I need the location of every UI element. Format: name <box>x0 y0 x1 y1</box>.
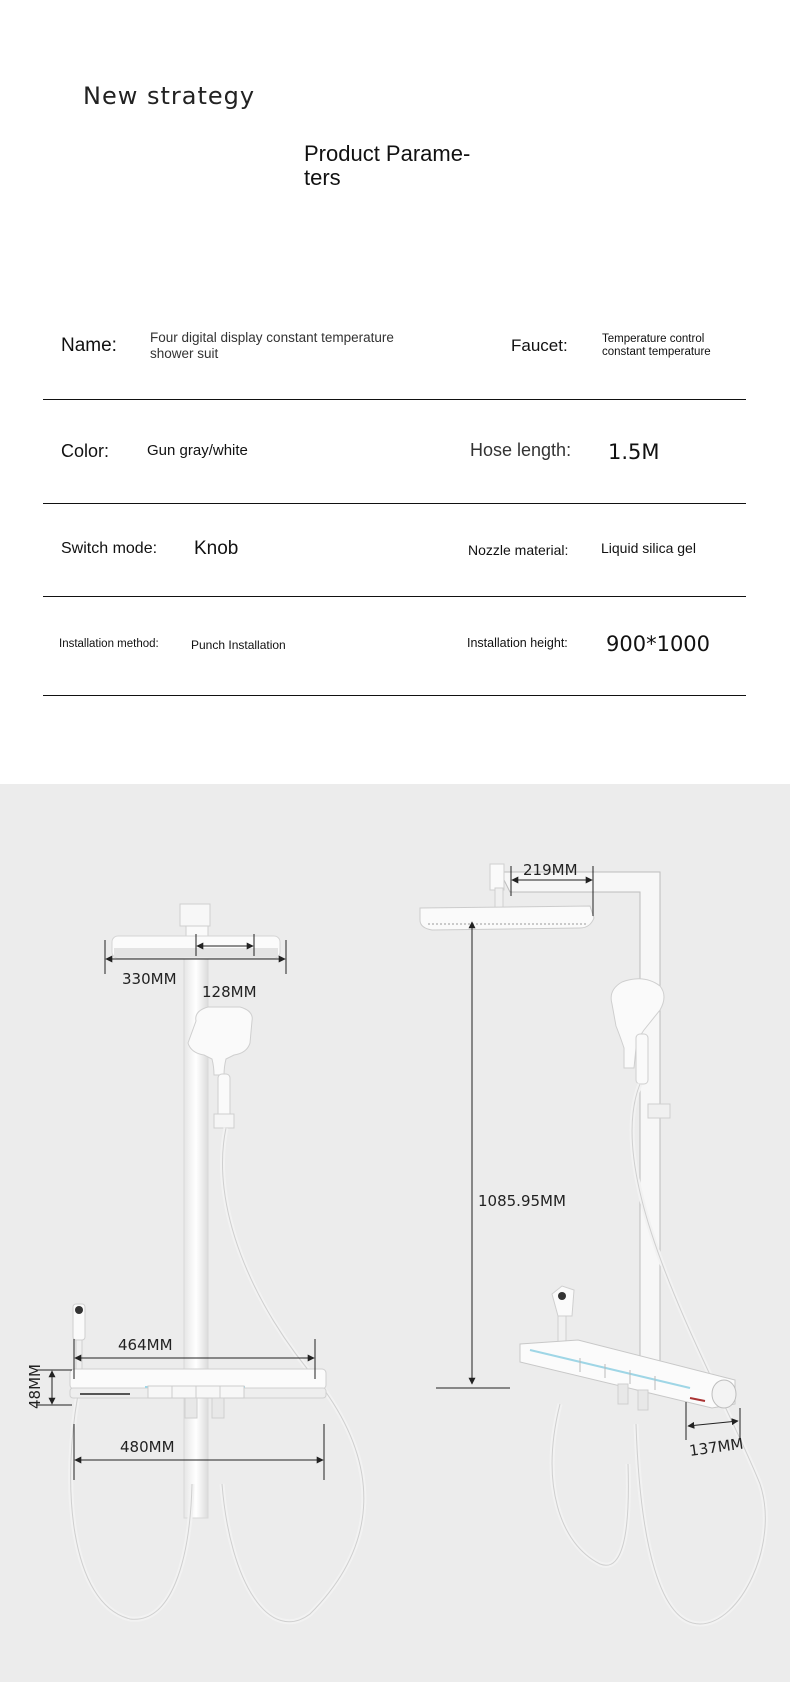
switch-mode-label: Switch mode: <box>61 540 158 557</box>
dim-shelf-outer-width: 480MM <box>120 1438 175 1456</box>
switch-mode-value: Knob <box>194 538 239 559</box>
page-title-line-1: Product Parame- <box>304 141 471 166</box>
front-view-shower <box>70 904 364 1622</box>
nozzle-material-value: Liquid silica gel <box>601 540 696 556</box>
name-value-line-2: shower suit <box>150 346 219 361</box>
page-title-line-2: ters <box>304 165 341 190</box>
row-divider <box>43 695 746 696</box>
dim-shelf-inner-width: 464MM <box>118 1336 173 1354</box>
name-value <box>150 330 394 362</box>
hose-length-label: Hose length: <box>470 440 572 460</box>
name-value-line-1: Four digital display constant temperature <box>150 330 394 345</box>
dim-shelf-height: 48MM <box>26 1364 44 1409</box>
row-divider <box>43 503 746 504</box>
installation-height-value: 900*1000 <box>606 632 711 656</box>
page-title <box>304 142 470 190</box>
color-value: Gun gray/white <box>147 442 248 459</box>
dim-hand-shower-width: 128MM <box>202 983 257 1001</box>
diagram-svg <box>0 784 790 1682</box>
dim-overall-height: 1085.95MM <box>478 1192 566 1210</box>
product-diagram <box>0 784 790 1682</box>
dim-arm-length: 219MM <box>523 861 578 879</box>
installation-method-value: Punch Installation <box>191 638 286 652</box>
nozzle-material-label: Nozzle material: <box>468 542 569 558</box>
brand-name: New strategy <box>83 82 256 110</box>
dim-top-shower-width: 330MM <box>122 970 177 988</box>
color-label: Color: <box>61 441 110 461</box>
faucet-value-line-2: constant temperature <box>602 345 711 358</box>
row-divider <box>43 399 746 400</box>
hose-length-value: 1.5M <box>608 440 660 464</box>
installation-height-label: Installation height: <box>467 636 568 650</box>
installation-method-label: Installation method: <box>59 638 159 650</box>
name-label: Name: <box>61 335 117 356</box>
faucet-value-line-1: Temperature control <box>602 333 705 345</box>
faucet-value <box>602 333 711 358</box>
dim-shelf-depth: 137MM <box>688 1434 745 1460</box>
row-divider <box>43 596 746 597</box>
faucet-label: Faucet: <box>511 336 568 355</box>
